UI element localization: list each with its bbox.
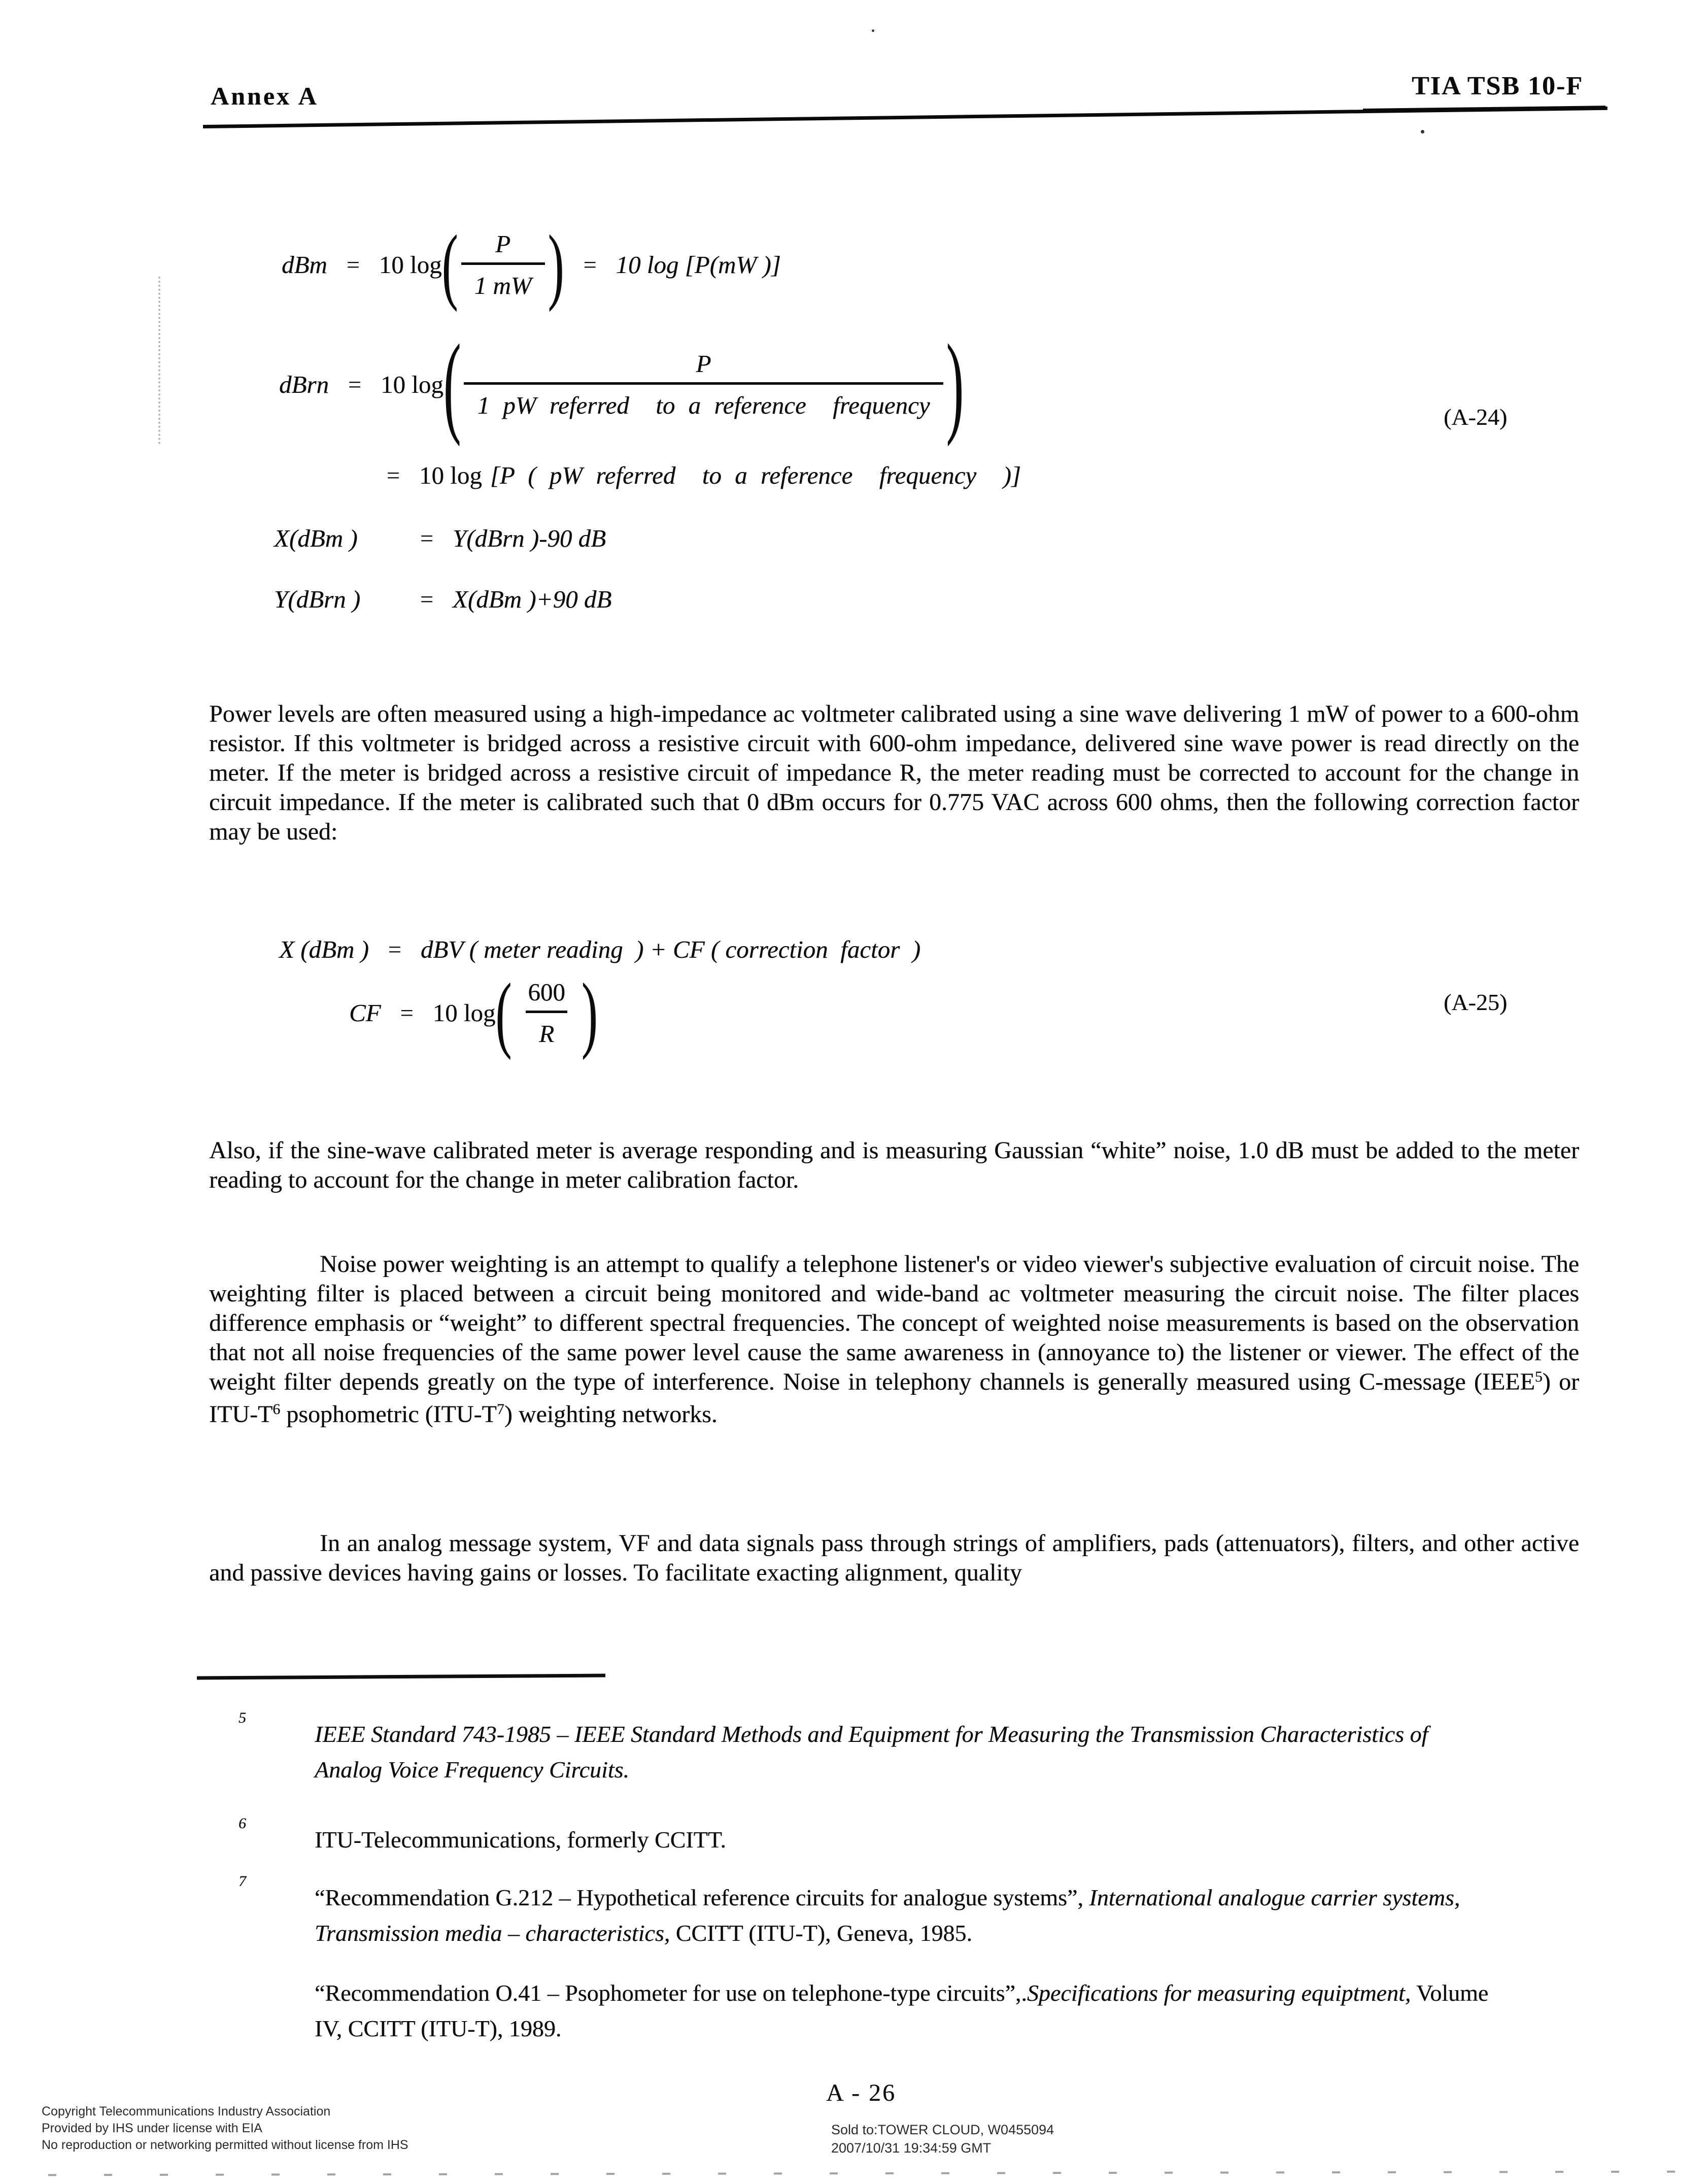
footnote-5: IEEE Standard 743-1985 – IEEE Standard Methods and Equipment for Measuring the Transmission Characteristics of Analog Voice Frequency Circuits. (315, 1721, 1428, 1783)
eq-pre: 10 log (419, 461, 482, 489)
paragraph-text: psophometric (ITU-T (280, 1401, 497, 1428)
timestamp-line: 2007/10/31 19:34:59 GMT (831, 2140, 992, 2156)
eq-lhs: dBm (282, 251, 327, 279)
footnote-text: “Recommendation O.41 – Psophometer for use on telephone-type circuits”,. (315, 1980, 1027, 2006)
scan-speck (872, 29, 874, 32)
footnote-text: Volume IV, CCITT (ITU-T), 1989. (315, 1980, 1489, 2041)
left-paren: ( (495, 965, 512, 1061)
paragraph-noise-weighting (209, 1250, 1579, 1432)
equation-y-dbrn (274, 585, 611, 614)
footnote-text: CCITT (ITU-T), Geneva, 1985. (670, 1920, 972, 1946)
equation-number-a25: (A-25) (1444, 989, 1508, 1015)
license-line: Provided by IHS under license with EIA (42, 2121, 262, 2135)
scan-margin-marks (158, 277, 160, 444)
eq-lhs: X (dBm ) (279, 935, 369, 963)
numerator: P (495, 230, 511, 258)
footnote-o41 (315, 1975, 1497, 2046)
footnote-6: ITU-Telecommunications, formerly CCITT. (315, 1827, 726, 1853)
equation-number-a24: (A-24) (1444, 404, 1508, 430)
document-id-heading: TIA TSB 10-F (1411, 72, 1583, 100)
scan-speck (1421, 130, 1424, 133)
equation-correction (279, 935, 920, 964)
eq-lhs: X(dBm ) (274, 524, 358, 552)
right-paren: ) (548, 217, 564, 313)
eq-pre: 10 log (432, 999, 496, 1027)
eq-rel: = (388, 936, 401, 962)
equation-dbm (282, 217, 781, 313)
eq-pre: 10 log (379, 251, 442, 279)
footnote-rule (197, 1674, 605, 1680)
footnote-text: “Recommendation G.212 – Hypothetical reference circuits for analogue systems”, (315, 1885, 1089, 1910)
footnote-text-italic: International analogue carrier systems, Transmission media – characteristics, (315, 1885, 1460, 1946)
paragraph-text: Noise power weighting is an attempt to qualify a telephone listener's or video viewer's subjective evaluation of circuit noise. The weighting filter is placed between a circuit being monitored and wide-band ac voltmeter measuring the circuit noise. The filter places difference emphasis or “weight” to different spectral frequencies. The concept of weighted noise measurements is based on the observation that not all noise frequencies of the same power level cause the same awareness in (annoyance to) the listener or viewer. The effect of the weight filter depends greatly on the type of interference. Noise in telephony channels is generally measured using C-message (IEEE (209, 1251, 1579, 1395)
paragraph-text: ) weighting networks. (504, 1401, 718, 1428)
fraction (464, 349, 943, 420)
right-paren: ) (946, 321, 964, 448)
eq-rel: = (346, 252, 360, 278)
fraction (461, 229, 545, 300)
eq-rel: = (583, 252, 597, 278)
eq-rel: = (420, 586, 433, 612)
eq-lhs: dBrn (279, 371, 329, 398)
annex-heading: Annex A (211, 82, 319, 110)
footnote-ref-7: 7 (496, 1401, 504, 1418)
scan-edge-marks (48, 2171, 1677, 2176)
paragraph-average-responding: Also, if the sine-wave calibrated meter is average responding and is measuring Gaussian “white” noise, 1.0 dB must be added to the meter reading to account for the change in meter calibration factor. (209, 1137, 1579, 1193)
eq-rhs: Y(dBrn )-90 dB (452, 524, 606, 552)
footnote-marker-7: 7 (238, 1873, 246, 1890)
footnote-marker-5: 5 (238, 1709, 246, 1726)
sold-to-stamp (831, 2121, 1054, 2157)
eq-lhs: CF (349, 999, 381, 1027)
footnote-ref-6: 6 (272, 1401, 281, 1418)
eq-rhs: [P ( pW referred to a reference frequency )] (490, 461, 1021, 489)
left-paren: ( (443, 321, 461, 448)
fraction (515, 978, 578, 1048)
footnote-ref-5: 5 (1534, 1368, 1543, 1385)
paragraph-power-levels: Power levels are often measured using a high-impedance ac voltmeter calibrated using a sine wave delivering 1 mW of power to a 600-ohm resistor. If this voltmeter is bridged across a resistive circuit with 600-ohm impedance, delivered sine wave power is read directly on the meter. If the meter is bridged across a resistive circuit of impedance R, the meter reading must be corrected to account for the change in circuit impedance. If the meter is calibrated such that 0 dBm occurs for 0.775 VAC across 600 ohms, then the following correction factor may be used: (209, 700, 1579, 845)
eq-pre: 10 log (380, 371, 443, 398)
eq-rhs: dBV ( meter reading ) + CF ( correction factor ) (420, 935, 921, 963)
denominator: 1 pW referred to a reference frequency (464, 382, 943, 420)
equation-x-dbm (274, 524, 606, 553)
eq-rhs: 10 log [P(mW )] (616, 251, 781, 279)
equation-cf (349, 965, 598, 1061)
sold-to-line: Sold to:TOWER CLOUD, W0455094 (831, 2122, 1054, 2137)
paragraph-text: ) or ITU-T (209, 1368, 1580, 1428)
denominator: R (526, 1011, 567, 1048)
copyright-line: Copyright Telecommunications Industry Association (42, 2104, 331, 2119)
numerator: 600 (528, 978, 565, 1006)
eq-rel: = (387, 462, 400, 488)
footnote-marker-6: 6 (238, 1815, 246, 1832)
eq-rel: = (400, 1000, 414, 1026)
eq-rel: = (348, 372, 361, 397)
equation-dbrn-line2 (387, 461, 1021, 490)
reproduction-line: No reproduction or networking permitted without license from IHS (42, 2138, 408, 2152)
footnote-text-italic: Specifications for measuring equiptment, (1027, 1980, 1411, 2006)
paragraph-analog-message: In an analog message system, VF and data signals pass through strings of amplifiers, pads (attenuators), filters, and other active and passive devices having gains or losses. To facilitate exacting alignment, quality (209, 1530, 1579, 1586)
copyright-stamp (42, 2103, 408, 2154)
eq-lhs: Y(dBrn ) (274, 585, 361, 613)
right-paren: ) (581, 965, 598, 1061)
numerator: P (696, 350, 711, 378)
denominator: 1 mW (461, 262, 545, 300)
footnote-7 (315, 1880, 1497, 1951)
eq-rhs: X(dBm )+90 dB (452, 585, 612, 613)
equation-dbrn (279, 321, 964, 448)
left-paren: ( (441, 217, 458, 313)
page-number: A - 26 (826, 2079, 896, 2106)
eq-rel: = (420, 525, 433, 551)
